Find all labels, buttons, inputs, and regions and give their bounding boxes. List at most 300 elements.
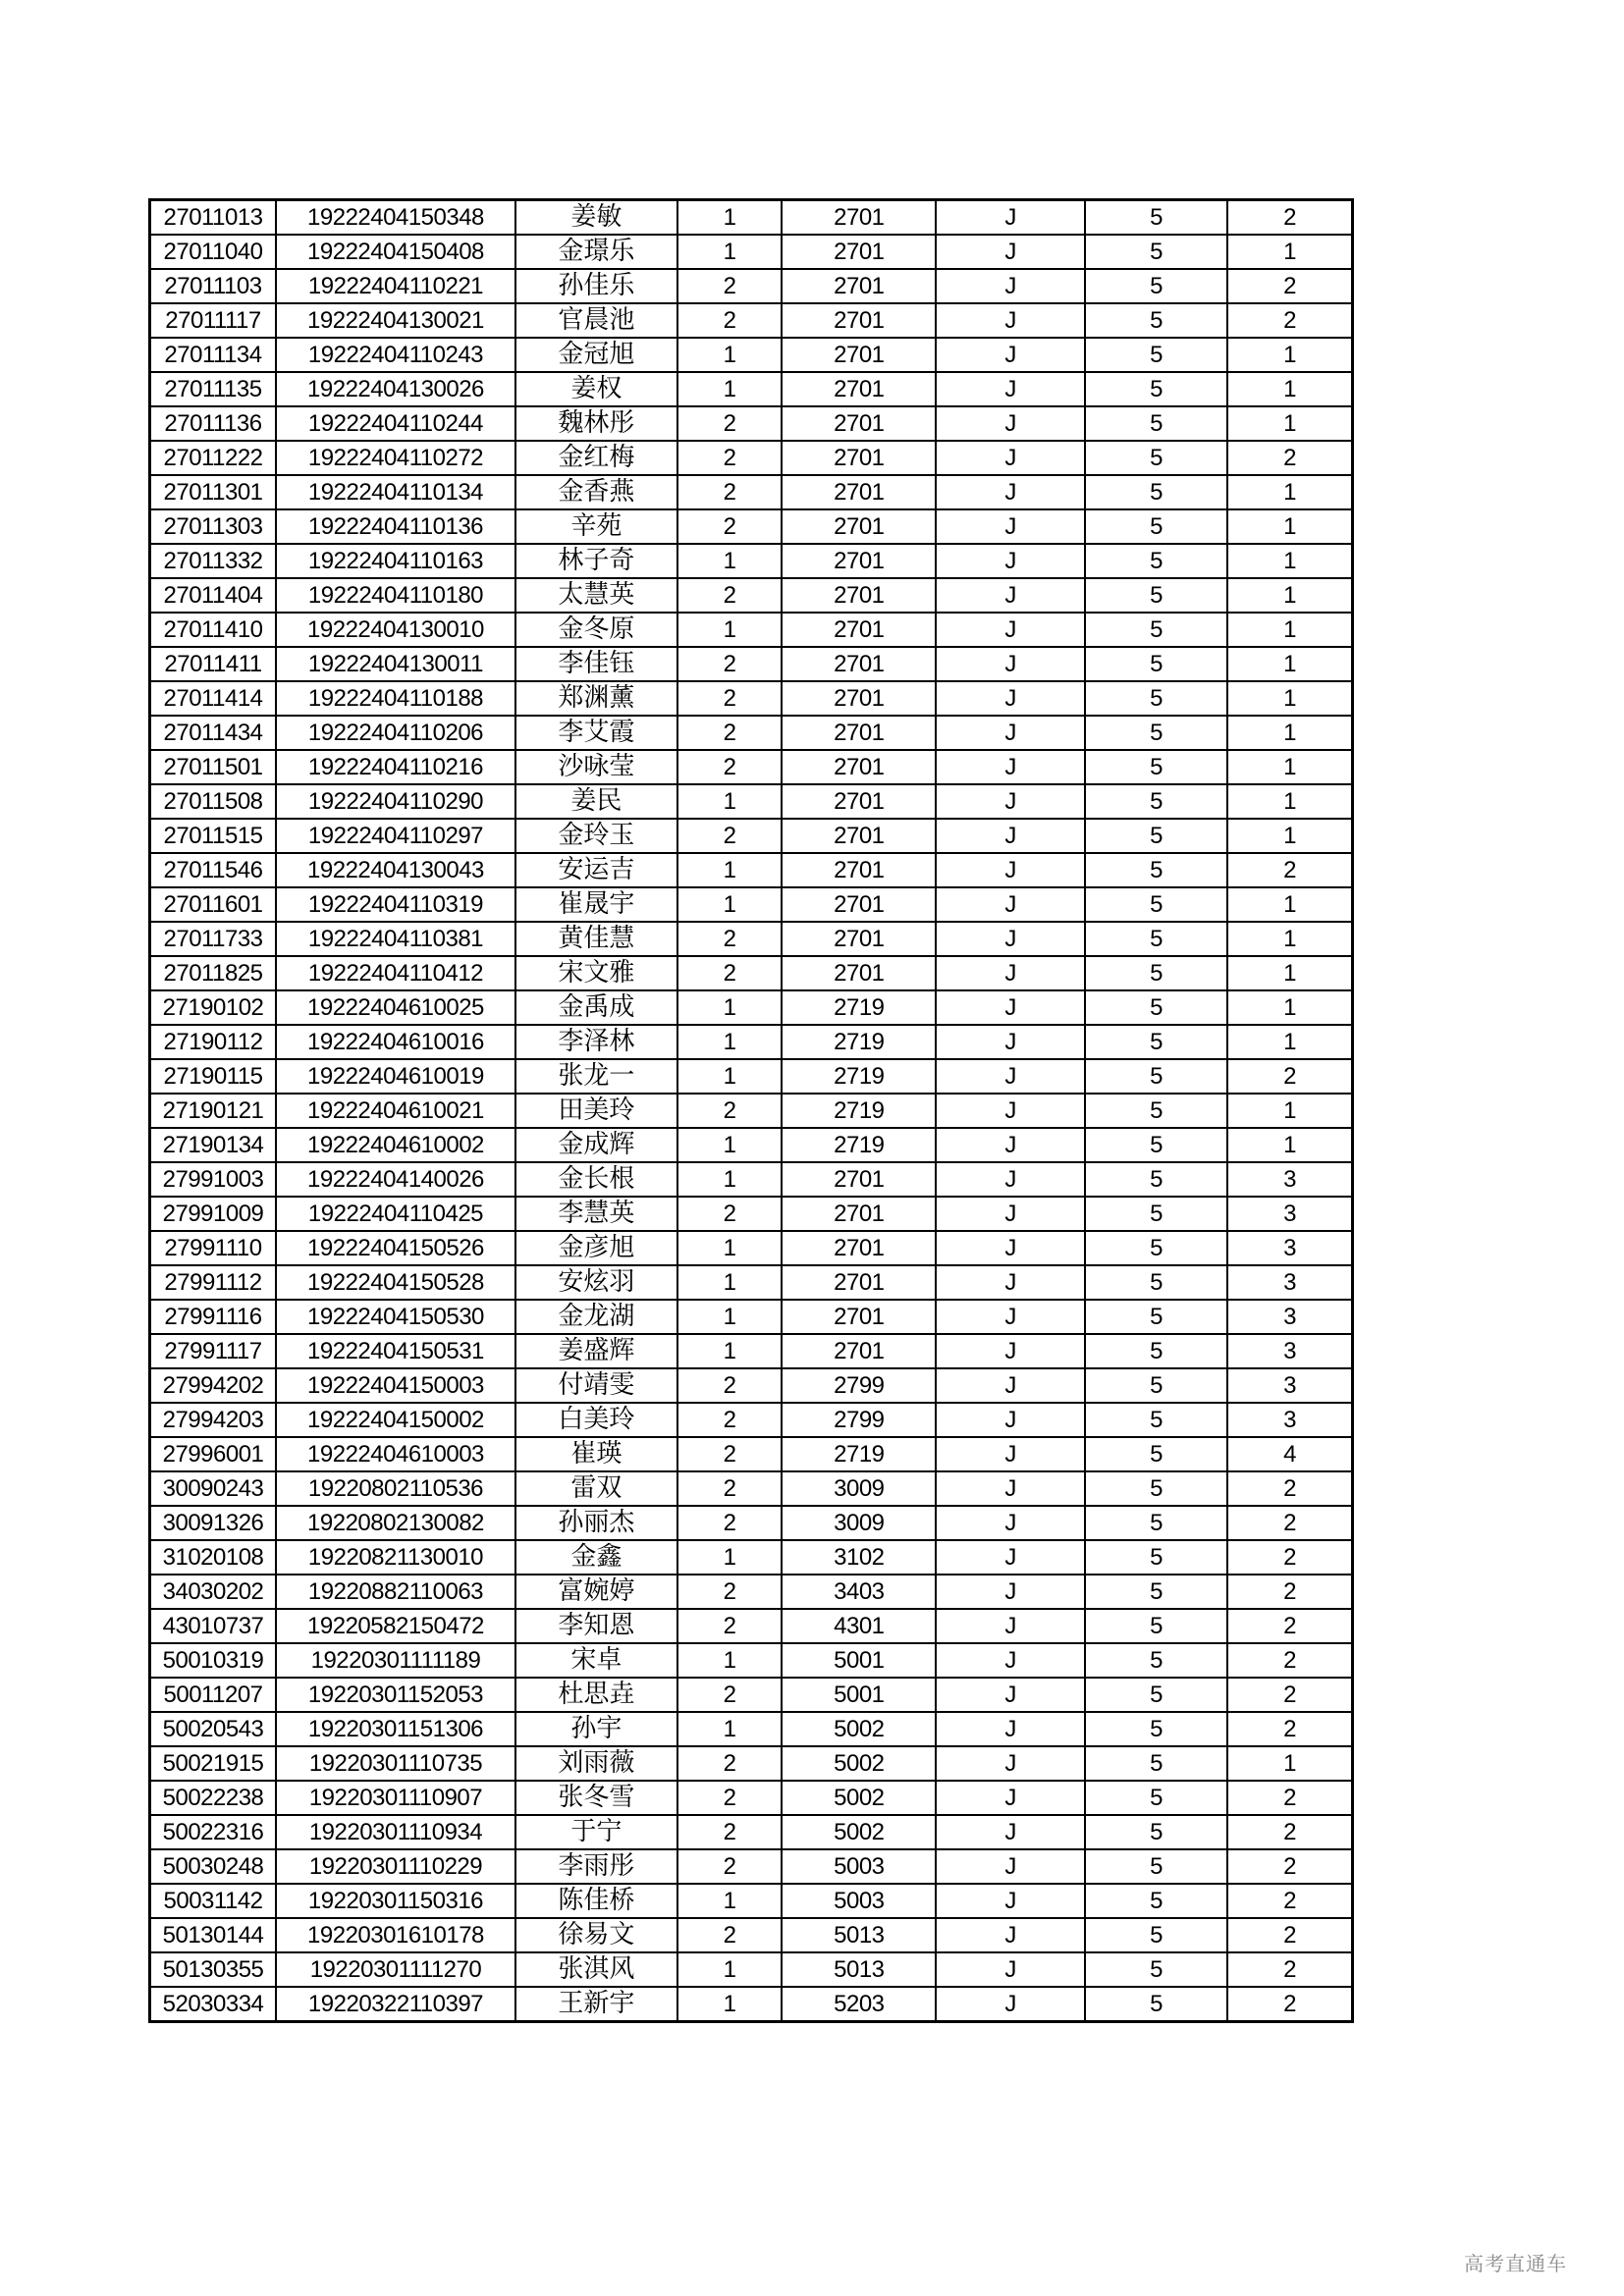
cell-category: J — [936, 1403, 1085, 1437]
cell-level: 5 — [1085, 1265, 1227, 1300]
cell-registration-no: 19222404150531 — [276, 1334, 515, 1368]
cell-category: J — [936, 1952, 1085, 1987]
cell-level: 5 — [1085, 406, 1227, 441]
cell-gender: 2 — [677, 303, 783, 338]
cell-gender: 1 — [677, 1712, 783, 1746]
cell-name: 金冠旭 — [515, 338, 677, 372]
cell-name: 雷双 — [515, 1471, 677, 1506]
table-row — [150, 1987, 1353, 2022]
cell-registration-no: 19222404150526 — [276, 1231, 515, 1265]
table-row — [150, 681, 1353, 716]
cell-registration-no: 19222404110188 — [276, 681, 515, 716]
cell-gender: 1 — [677, 1059, 783, 1094]
cell-batch: 1 — [1227, 990, 1353, 1025]
table-row — [150, 235, 1353, 269]
cell-level: 5 — [1085, 269, 1227, 303]
table-row — [150, 406, 1353, 441]
cell-category: J — [936, 1128, 1085, 1162]
roster-body — [150, 200, 1353, 2022]
cell-registration-no: 19222404150002 — [276, 1403, 515, 1437]
cell-gender: 1 — [677, 1643, 783, 1678]
cell-gender: 2 — [677, 441, 783, 475]
cell-name: 富婉婷 — [515, 1575, 677, 1609]
cell-registration-no: 19220301152053 — [276, 1678, 515, 1712]
table-row — [150, 1094, 1353, 1128]
cell-registration-no: 19222404110290 — [276, 784, 515, 819]
table-row — [150, 1334, 1353, 1368]
cell-level: 5 — [1085, 475, 1227, 509]
table-row — [150, 1162, 1353, 1197]
student-roster-table — [148, 198, 1354, 2023]
cell-category: J — [936, 887, 1085, 922]
cell-level: 5 — [1085, 1987, 1227, 2022]
table-row — [150, 1575, 1353, 1609]
cell-level: 5 — [1085, 1952, 1227, 1987]
cell-category: J — [936, 1471, 1085, 1506]
table-row — [150, 1231, 1353, 1265]
cell-gender: 1 — [677, 887, 783, 922]
cell-name: 张淇风 — [515, 1952, 677, 1987]
cell-batch: 2 — [1227, 269, 1353, 303]
cell-registration-no: 19220301110229 — [276, 1849, 515, 1884]
cell-district-code: 2701 — [782, 1265, 936, 1300]
cell-exam-no: 27011332 — [150, 544, 277, 578]
cell-batch: 2 — [1227, 1471, 1353, 1506]
table-row — [150, 1403, 1353, 1437]
cell-exam-no: 27190102 — [150, 990, 277, 1025]
cell-registration-no: 19222404150408 — [276, 235, 515, 269]
cell-registration-no: 19220301150316 — [276, 1884, 515, 1918]
cell-district-code: 3009 — [782, 1506, 936, 1540]
table-row — [150, 303, 1353, 338]
cell-category: J — [936, 1197, 1085, 1231]
cell-registration-no: 19222404110319 — [276, 887, 515, 922]
table-row — [150, 750, 1353, 784]
cell-registration-no: 19222404140026 — [276, 1162, 515, 1197]
cell-district-code: 2701 — [782, 1231, 936, 1265]
cell-gender: 2 — [677, 750, 783, 784]
cell-district-code: 2799 — [782, 1368, 936, 1403]
cell-district-code: 2701 — [782, 372, 936, 406]
cell-name: 李泽林 — [515, 1025, 677, 1059]
cell-category: J — [936, 1918, 1085, 1952]
cell-gender: 2 — [677, 956, 783, 990]
table-row — [150, 1368, 1353, 1403]
cell-name: 孙丽杰 — [515, 1506, 677, 1540]
cell-name: 金龙湖 — [515, 1300, 677, 1334]
cell-category: J — [936, 1540, 1085, 1575]
cell-name: 张龙一 — [515, 1059, 677, 1094]
cell-gender: 2 — [677, 475, 783, 509]
cell-registration-no: 19220322110397 — [276, 1987, 515, 2022]
cell-level: 5 — [1085, 303, 1227, 338]
cell-registration-no: 19220821130010 — [276, 1540, 515, 1575]
table-row — [150, 1918, 1353, 1952]
cell-registration-no: 19220301610178 — [276, 1918, 515, 1952]
cell-exam-no: 27011601 — [150, 887, 277, 922]
cell-batch: 1 — [1227, 509, 1353, 544]
cell-exam-no: 27011303 — [150, 509, 277, 544]
cell-gender: 2 — [677, 1368, 783, 1403]
cell-batch: 1 — [1227, 372, 1353, 406]
cell-exam-no: 27011040 — [150, 235, 277, 269]
cell-batch: 2 — [1227, 1575, 1353, 1609]
cell-name: 金冬原 — [515, 613, 677, 647]
cell-gender: 2 — [677, 1403, 783, 1437]
cell-registration-no: 19220582150472 — [276, 1609, 515, 1643]
cell-exam-no: 27991117 — [150, 1334, 277, 1368]
cell-name: 张冬雪 — [515, 1781, 677, 1815]
cell-exam-no: 27994202 — [150, 1368, 277, 1403]
cell-district-code: 2701 — [782, 1334, 936, 1368]
cell-level: 5 — [1085, 1506, 1227, 1540]
cell-registration-no: 19222404110272 — [276, 441, 515, 475]
cell-batch: 1 — [1227, 406, 1353, 441]
cell-exam-no: 50021915 — [150, 1746, 277, 1781]
table-row — [150, 716, 1353, 750]
cell-level: 5 — [1085, 1884, 1227, 1918]
table-row — [150, 819, 1353, 853]
table-row — [150, 1197, 1353, 1231]
cell-name: 孙宇 — [515, 1712, 677, 1746]
cell-category: J — [936, 1506, 1085, 1540]
table-row — [150, 990, 1353, 1025]
table-row — [150, 200, 1353, 236]
cell-gender: 1 — [677, 1884, 783, 1918]
table-row — [150, 1471, 1353, 1506]
cell-level: 5 — [1085, 1094, 1227, 1128]
cell-district-code: 2701 — [782, 956, 936, 990]
cell-gender: 1 — [677, 235, 783, 269]
cell-category: J — [936, 1849, 1085, 1884]
cell-exam-no: 50011207 — [150, 1678, 277, 1712]
cell-exam-no: 27190134 — [150, 1128, 277, 1162]
cell-gender: 2 — [677, 1506, 783, 1540]
table-row — [150, 1300, 1353, 1334]
cell-batch: 1 — [1227, 681, 1353, 716]
cell-level: 5 — [1085, 1334, 1227, 1368]
cell-exam-no: 50010319 — [150, 1643, 277, 1678]
cell-name: 金彦旭 — [515, 1231, 677, 1265]
cell-gender: 2 — [677, 1678, 783, 1712]
cell-level: 5 — [1085, 613, 1227, 647]
cell-batch: 4 — [1227, 1437, 1353, 1471]
cell-category: J — [936, 1884, 1085, 1918]
cell-registration-no: 19222404110297 — [276, 819, 515, 853]
cell-name: 安运吉 — [515, 853, 677, 887]
cell-exam-no: 43010737 — [150, 1609, 277, 1643]
cell-exam-no: 27011411 — [150, 647, 277, 681]
cell-exam-no: 27011013 — [150, 200, 277, 236]
cell-batch: 2 — [1227, 1609, 1353, 1643]
table-row — [150, 922, 1353, 956]
cell-registration-no: 19222404110244 — [276, 406, 515, 441]
cell-level: 5 — [1085, 887, 1227, 922]
cell-level: 5 — [1085, 1643, 1227, 1678]
cell-category: J — [936, 338, 1085, 372]
cell-level: 5 — [1085, 372, 1227, 406]
cell-gender: 2 — [677, 922, 783, 956]
cell-category: J — [936, 716, 1085, 750]
cell-exam-no: 50031142 — [150, 1884, 277, 1918]
cell-category: J — [936, 819, 1085, 853]
cell-level: 5 — [1085, 1575, 1227, 1609]
cell-registration-no: 19220802130082 — [276, 1506, 515, 1540]
cell-category: J — [936, 613, 1085, 647]
cell-district-code: 2701 — [782, 475, 936, 509]
cell-district-code: 2701 — [782, 303, 936, 338]
cell-district-code: 4301 — [782, 1609, 936, 1643]
cell-exam-no: 27011222 — [150, 441, 277, 475]
cell-gender: 1 — [677, 1231, 783, 1265]
cell-gender: 1 — [677, 200, 783, 236]
table-row — [150, 613, 1353, 647]
cell-registration-no: 19222404610016 — [276, 1025, 515, 1059]
cell-batch: 2 — [1227, 1059, 1353, 1094]
cell-gender: 1 — [677, 1334, 783, 1368]
cell-exam-no: 31020108 — [150, 1540, 277, 1575]
cell-category: J — [936, 750, 1085, 784]
cell-district-code: 5013 — [782, 1918, 936, 1952]
cell-name: 李知恩 — [515, 1609, 677, 1643]
cell-exam-no: 27011501 — [150, 750, 277, 784]
cell-name: 金香燕 — [515, 475, 677, 509]
table-row — [150, 1746, 1353, 1781]
cell-district-code: 2701 — [782, 509, 936, 544]
cell-exam-no: 27994203 — [150, 1403, 277, 1437]
cell-exam-no: 27991003 — [150, 1162, 277, 1197]
cell-district-code: 5203 — [782, 1987, 936, 2022]
cell-category: J — [936, 544, 1085, 578]
cell-registration-no: 19222404130011 — [276, 647, 515, 681]
cell-category: J — [936, 1025, 1085, 1059]
cell-gender: 2 — [677, 1437, 783, 1471]
cell-district-code: 2701 — [782, 784, 936, 819]
cell-district-code: 2701 — [782, 544, 936, 578]
cell-level: 5 — [1085, 578, 1227, 613]
table-row — [150, 1128, 1353, 1162]
cell-district-code: 2701 — [782, 235, 936, 269]
cell-category: J — [936, 1643, 1085, 1678]
cell-exam-no: 27011515 — [150, 819, 277, 853]
cell-registration-no: 19222404130021 — [276, 303, 515, 338]
table-row — [150, 1952, 1353, 1987]
table-row — [150, 784, 1353, 819]
cell-district-code: 2701 — [782, 1197, 936, 1231]
cell-level: 5 — [1085, 1849, 1227, 1884]
cell-district-code: 3403 — [782, 1575, 936, 1609]
cell-level: 5 — [1085, 1471, 1227, 1506]
cell-exam-no: 27011508 — [150, 784, 277, 819]
cell-gender: 1 — [677, 1987, 783, 2022]
cell-level: 5 — [1085, 1918, 1227, 1952]
cell-level: 5 — [1085, 1609, 1227, 1643]
cell-registration-no: 19222404110134 — [276, 475, 515, 509]
cell-category: J — [936, 853, 1085, 887]
cell-level: 5 — [1085, 1231, 1227, 1265]
cell-registration-no: 19222404610021 — [276, 1094, 515, 1128]
cell-level: 5 — [1085, 1437, 1227, 1471]
cell-name: 姜盛辉 — [515, 1334, 677, 1368]
cell-district-code: 2701 — [782, 750, 936, 784]
table-row — [150, 1815, 1353, 1849]
cell-category: J — [936, 1094, 1085, 1128]
cell-category: J — [936, 269, 1085, 303]
table-row — [150, 372, 1353, 406]
cell-name: 太慧英 — [515, 578, 677, 613]
table-row — [150, 1059, 1353, 1094]
cell-name: 金璟乐 — [515, 235, 677, 269]
table-row — [150, 338, 1353, 372]
cell-level: 5 — [1085, 441, 1227, 475]
table-row — [150, 1849, 1353, 1884]
cell-name: 姜权 — [515, 372, 677, 406]
cell-district-code: 2719 — [782, 1059, 936, 1094]
table-row — [150, 887, 1353, 922]
cell-level: 5 — [1085, 1197, 1227, 1231]
table-row — [150, 1712, 1353, 1746]
cell-name: 李雨彤 — [515, 1849, 677, 1884]
cell-level: 5 — [1085, 647, 1227, 681]
cell-registration-no: 19222404130010 — [276, 613, 515, 647]
cell-name: 于宁 — [515, 1815, 677, 1849]
cell-registration-no: 19222404110425 — [276, 1197, 515, 1231]
cell-category: J — [936, 1334, 1085, 1368]
cell-level: 5 — [1085, 716, 1227, 750]
cell-exam-no: 27011301 — [150, 475, 277, 509]
cell-name: 刘雨薇 — [515, 1746, 677, 1781]
cell-name: 安炫羽 — [515, 1265, 677, 1300]
cell-category: J — [936, 372, 1085, 406]
cell-batch: 2 — [1227, 1952, 1353, 1987]
cell-batch: 3 — [1227, 1368, 1353, 1403]
cell-registration-no: 19222404110243 — [276, 338, 515, 372]
cell-district-code: 5003 — [782, 1884, 936, 1918]
cell-category: J — [936, 956, 1085, 990]
cell-level: 5 — [1085, 1368, 1227, 1403]
cell-category: J — [936, 200, 1085, 236]
cell-gender: 1 — [677, 613, 783, 647]
cell-registration-no: 19222404130043 — [276, 853, 515, 887]
cell-exam-no: 50022316 — [150, 1815, 277, 1849]
cell-gender: 1 — [677, 1128, 783, 1162]
cell-category: J — [936, 1746, 1085, 1781]
cell-batch: 3 — [1227, 1334, 1353, 1368]
cell-category: J — [936, 1162, 1085, 1197]
cell-exam-no: 27991009 — [150, 1197, 277, 1231]
cell-level: 5 — [1085, 1678, 1227, 1712]
cell-batch: 2 — [1227, 200, 1353, 236]
cell-level: 5 — [1085, 784, 1227, 819]
table-row — [150, 509, 1353, 544]
cell-district-code: 2701 — [782, 922, 936, 956]
cell-district-code: 5003 — [782, 1849, 936, 1884]
cell-category: J — [936, 1300, 1085, 1334]
cell-gender: 1 — [677, 338, 783, 372]
cell-category: J — [936, 922, 1085, 956]
cell-gender: 2 — [677, 406, 783, 441]
cell-category: J — [936, 1678, 1085, 1712]
cell-name: 崔晟宇 — [515, 887, 677, 922]
cell-gender: 2 — [677, 647, 783, 681]
cell-exam-no: 27996001 — [150, 1437, 277, 1471]
cell-level: 5 — [1085, 1712, 1227, 1746]
cell-batch: 2 — [1227, 1643, 1353, 1678]
cell-batch: 1 — [1227, 578, 1353, 613]
cell-batch: 1 — [1227, 338, 1353, 372]
cell-district-code: 2701 — [782, 1300, 936, 1334]
cell-name: 金成辉 — [515, 1128, 677, 1162]
cell-district-code: 2719 — [782, 1437, 936, 1471]
cell-exam-no: 27190112 — [150, 1025, 277, 1059]
cell-category: J — [936, 235, 1085, 269]
cell-batch: 1 — [1227, 922, 1353, 956]
cell-category: J — [936, 441, 1085, 475]
cell-registration-no: 19220301110735 — [276, 1746, 515, 1781]
cell-exam-no: 27011117 — [150, 303, 277, 338]
table-row — [150, 441, 1353, 475]
cell-gender: 1 — [677, 853, 783, 887]
cell-registration-no: 19222404610025 — [276, 990, 515, 1025]
cell-level: 5 — [1085, 1746, 1227, 1781]
cell-batch: 1 — [1227, 235, 1353, 269]
cell-name: 沙咏莹 — [515, 750, 677, 784]
cell-gender: 1 — [677, 1300, 783, 1334]
cell-registration-no: 19220301110907 — [276, 1781, 515, 1815]
cell-batch: 2 — [1227, 1987, 1353, 2022]
cell-registration-no: 19222404130026 — [276, 372, 515, 406]
cell-name: 辛苑 — [515, 509, 677, 544]
cell-level: 5 — [1085, 544, 1227, 578]
cell-name: 金鑫 — [515, 1540, 677, 1575]
cell-gender: 2 — [677, 1575, 783, 1609]
cell-batch: 2 — [1227, 303, 1353, 338]
cell-batch: 1 — [1227, 647, 1353, 681]
cell-batch: 1 — [1227, 1094, 1353, 1128]
cell-district-code: 5002 — [782, 1712, 936, 1746]
cell-registration-no: 19222404110412 — [276, 956, 515, 990]
cell-category: J — [936, 406, 1085, 441]
cell-exam-no: 34030202 — [150, 1575, 277, 1609]
cell-level: 5 — [1085, 853, 1227, 887]
cell-level: 5 — [1085, 1162, 1227, 1197]
cell-batch: 1 — [1227, 1128, 1353, 1162]
cell-registration-no: 19222404110221 — [276, 269, 515, 303]
cell-registration-no: 19222404150003 — [276, 1368, 515, 1403]
cell-district-code: 2701 — [782, 441, 936, 475]
cell-exam-no: 27190115 — [150, 1059, 277, 1094]
cell-batch: 3 — [1227, 1231, 1353, 1265]
cell-gender: 1 — [677, 1025, 783, 1059]
cell-name: 杜思垚 — [515, 1678, 677, 1712]
cell-exam-no: 50020543 — [150, 1712, 277, 1746]
cell-gender: 1 — [677, 1952, 783, 1987]
cell-registration-no: 19220301111270 — [276, 1952, 515, 1987]
cell-name: 黄佳慧 — [515, 922, 677, 956]
cell-category: J — [936, 509, 1085, 544]
cell-gender: 1 — [677, 1265, 783, 1300]
cell-category: J — [936, 1059, 1085, 1094]
cell-exam-no: 27991116 — [150, 1300, 277, 1334]
cell-registration-no: 19220301110934 — [276, 1815, 515, 1849]
cell-level: 5 — [1085, 681, 1227, 716]
cell-batch: 3 — [1227, 1300, 1353, 1334]
cell-batch: 1 — [1227, 819, 1353, 853]
cell-exam-no: 30090243 — [150, 1471, 277, 1506]
cell-batch: 1 — [1227, 784, 1353, 819]
cell-district-code: 5001 — [782, 1643, 936, 1678]
cell-exam-no: 27991110 — [150, 1231, 277, 1265]
